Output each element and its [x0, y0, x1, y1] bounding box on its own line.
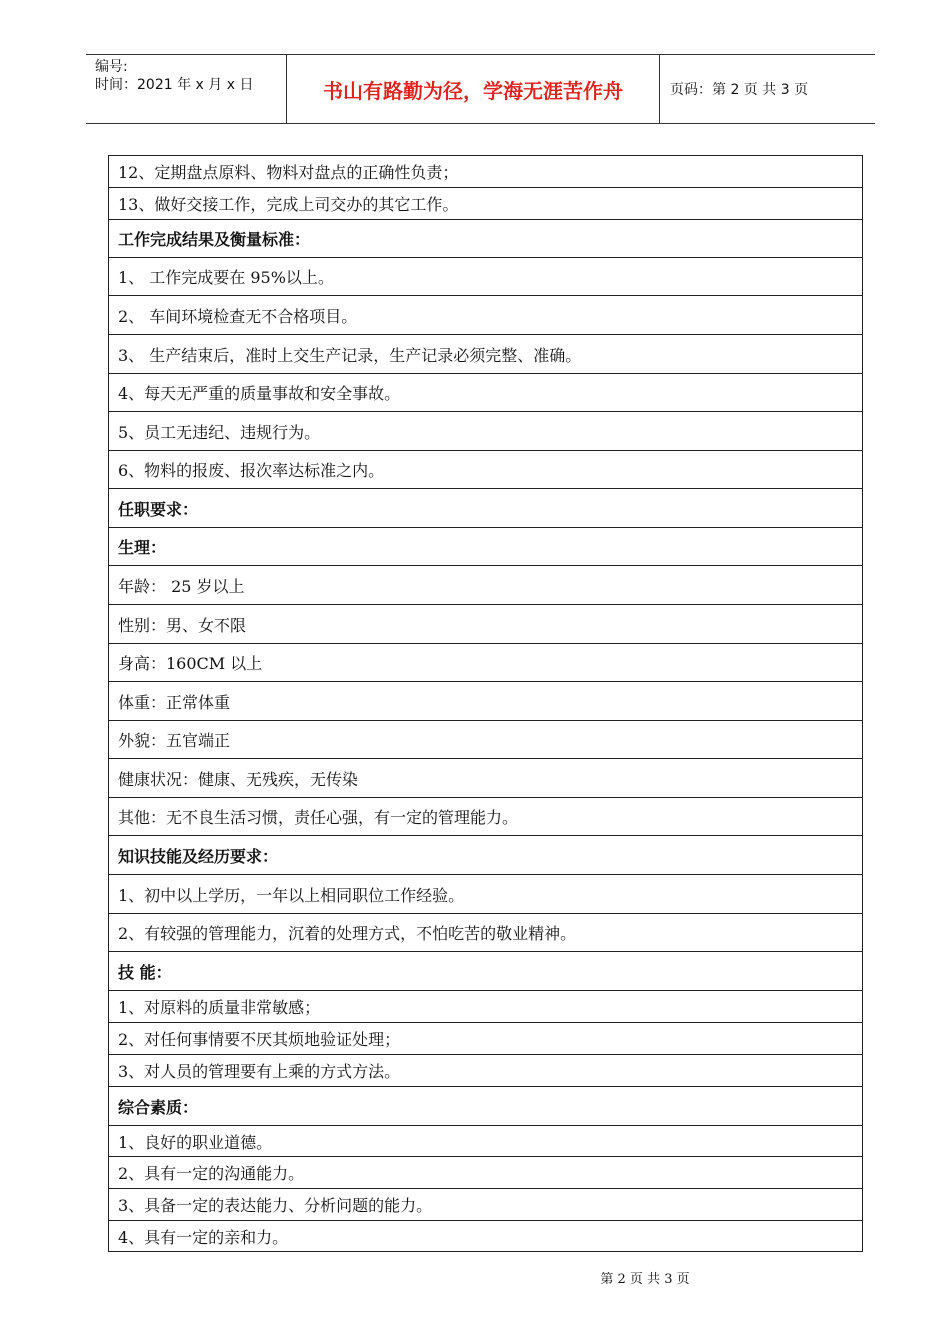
table-row — [109, 1189, 863, 1221]
table-row — [109, 875, 863, 914]
table-row — [109, 1221, 863, 1252]
table-cell: 1、对原料的质量非常敏感； — [109, 991, 863, 1023]
subsection-heading: 知识技能及经历要求： — [109, 836, 863, 875]
table-cell: 4、每天无严重的质量事故和安全事故。 — [109, 374, 863, 412]
table-row — [109, 489, 863, 528]
table-cell: 其他：无不良生活习惯，责任心强，有一定的管理能力。 — [109, 798, 863, 836]
table-cell: 2、 车间环境检查无不合格项目。 — [109, 296, 863, 335]
page-header — [86, 54, 875, 124]
table-cell: 4、具有一定的亲和力。 — [109, 1221, 863, 1252]
table-cell: 6、物料的报废、报次率达标准之内。 — [109, 451, 863, 489]
table-cell: 13、做好交接工作，完成上司交办的其它工作。 — [109, 188, 863, 220]
table-cell: 2、对任何事情要不厌其烦地验证处理； — [109, 1023, 863, 1055]
table-cell: 年龄： 25 岁以上 — [109, 566, 863, 605]
table-row — [109, 682, 863, 721]
table-row — [109, 374, 863, 412]
job-requirements-table — [108, 155, 863, 1252]
table-row — [109, 991, 863, 1023]
table-row — [109, 1157, 863, 1189]
table-cell: 外貌：五官端正 — [109, 721, 863, 759]
table-row — [109, 188, 863, 220]
table-cell: 性别：男、女不限 — [109, 605, 863, 644]
table-row — [109, 605, 863, 644]
table-cell: 1、良好的职业道德。 — [109, 1126, 863, 1157]
table-row — [109, 528, 863, 566]
table-row — [109, 156, 863, 188]
header-motto: 书山有路勤为径，学海无涯苦作舟 — [286, 55, 660, 123]
table-row — [109, 914, 863, 952]
page-footer: 第 2 页 共 3 页 — [600, 1272, 690, 1287]
table-row — [109, 1126, 863, 1157]
table-row — [109, 721, 863, 759]
table-cell: 3、 生产结束后，准时上交生产记录，生产记录必须完整、准确。 — [109, 335, 863, 374]
table-row — [109, 952, 863, 991]
table-row — [109, 836, 863, 875]
table-cell: 3、对人员的管理要有上乘的方式方法。 — [109, 1055, 863, 1087]
table-row — [109, 759, 863, 798]
subsection-heading: 技 能： — [109, 952, 863, 991]
document-time-label: 时间：2021 年 x 月 x 日 — [95, 77, 254, 93]
table-cell: 体重：正常体重 — [109, 682, 863, 721]
table-cell: 健康状况：健康、无残疾，无传染 — [109, 759, 863, 798]
table-row — [109, 1023, 863, 1055]
table-row — [109, 220, 863, 258]
table-cell: 1、初中以上学历，一年以上相同职位工作经验。 — [109, 875, 863, 914]
table-cell: 身高：160CM 以上 — [109, 644, 863, 682]
header-page-info: 页码：第 2 页 共 3 页 — [670, 82, 809, 98]
table-row — [109, 451, 863, 489]
table-cell: 12、定期盘点原料、物料对盘点的正确性负责； — [109, 156, 863, 188]
section-heading: 综合素质： — [109, 1087, 863, 1126]
table-row — [109, 296, 863, 335]
table-row — [109, 335, 863, 374]
section-heading: 工作完成结果及衡量标准： — [109, 220, 863, 258]
section-heading: 任职要求： — [109, 489, 863, 528]
table-row — [109, 798, 863, 836]
table-row — [109, 644, 863, 682]
table-row — [109, 1055, 863, 1087]
subsection-heading: 生理： — [109, 528, 863, 566]
document-number-label: 编号: — [95, 59, 128, 75]
table-row — [109, 1087, 863, 1126]
table-cell: 1、 工作完成要在 95%以上。 — [109, 258, 863, 296]
table-row — [109, 412, 863, 451]
table-cell: 2、有较强的管理能力，沉着的处理方式，不怕吃苦的敬业精神。 — [109, 914, 863, 952]
table-cell: 2、具有一定的沟通能力。 — [109, 1157, 863, 1189]
table-row — [109, 258, 863, 296]
table-row — [109, 566, 863, 605]
table-cell: 5、员工无违纪、违规行为。 — [109, 412, 863, 451]
table-cell: 3、具备一定的表达能力、分析问题的能力。 — [109, 1189, 863, 1221]
header-meta — [86, 55, 286, 123]
